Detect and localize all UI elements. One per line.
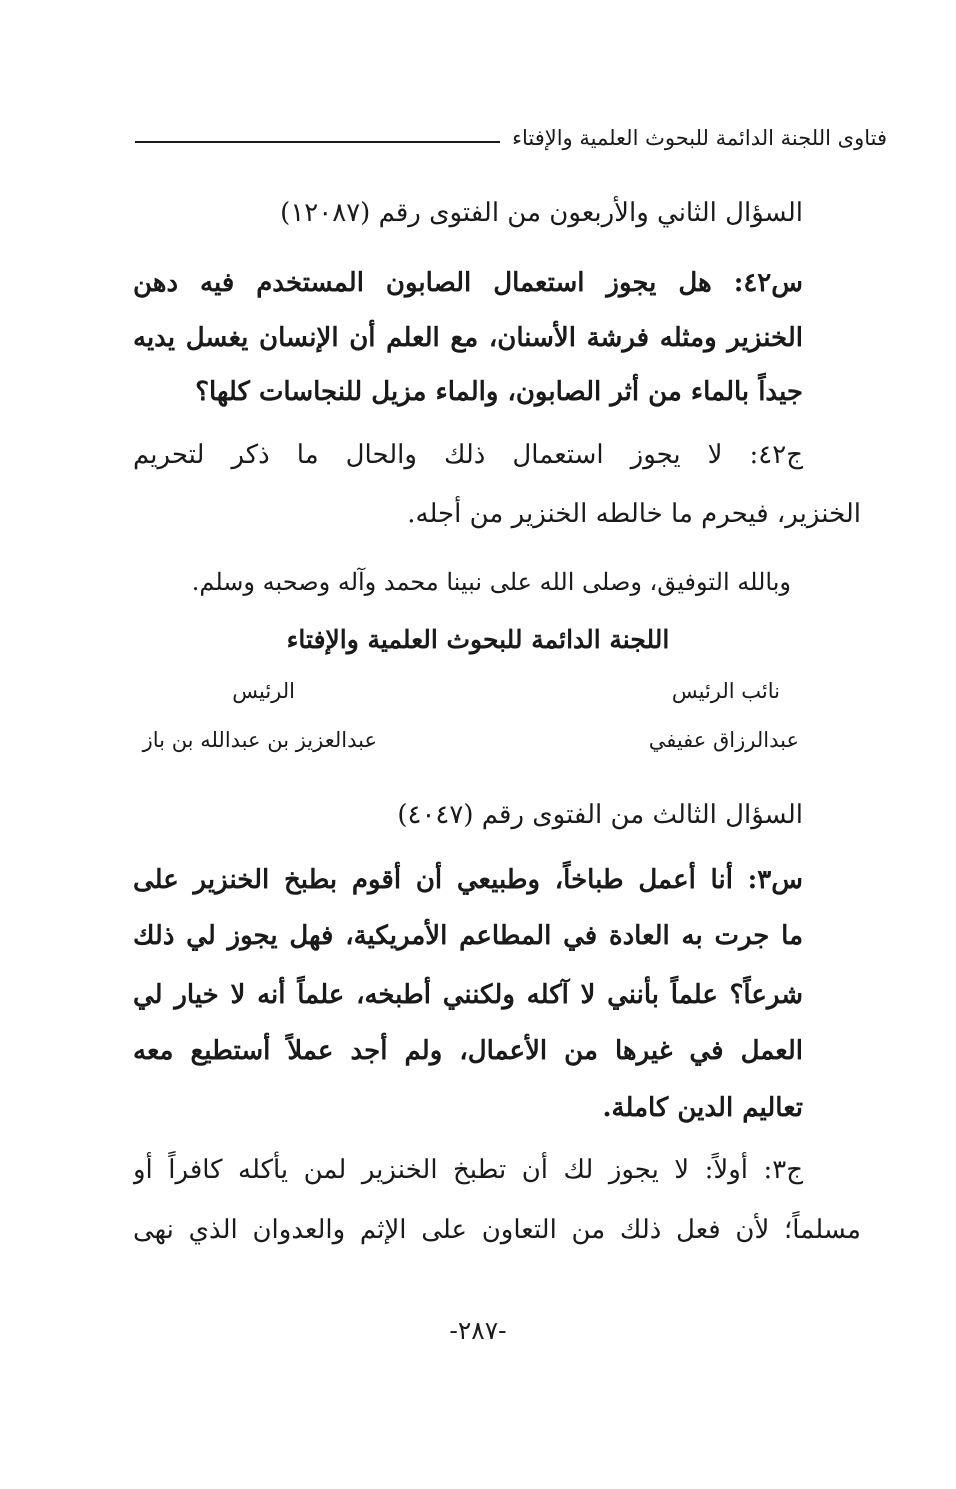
q42-question-line-2: الخنزير ومثله فرشة الأسنان، مع العلم أن الإنسان يغسل يديه	[133, 323, 803, 353]
chair-label: الرئيس	[232, 679, 295, 703]
q3-question-line-4: العمل في غيرها من الأعمال، ولم أجد عملاً أستطيع معه	[133, 1036, 803, 1066]
q3-question-line-3: شرعاً؟ علماً بأنني لا آكله ولكنني أطبخه، علماً أنه لا خيار لي	[133, 980, 803, 1010]
page-number: -٢٨٧-	[449, 1316, 507, 1345]
q3-heading: السؤال الثالث من الفتوى رقم (٤٠٤٧)	[397, 800, 803, 830]
running-header	[135, 118, 887, 158]
q42-question-line-3: جيداً بالماء من أثر الصابون، والماء مزيل للنجاسات كلها؟	[195, 377, 803, 407]
chair-name: عبدالعزيز بن عبدالله بن باز	[142, 728, 377, 752]
q42-heading: السؤال الثاني والأربعون من الفتوى رقم (١٢٠٨٧)	[280, 198, 803, 228]
closing-formula: وبالله التوفيق، وصلى الله على نبينا محمد وآله وصحبه وسلم.	[191, 568, 791, 596]
committee-title: اللجنة الدائمة للبحوث العلمية والإفتاء	[286, 625, 670, 654]
q3-question-line-2: ما جرت به العادة في المطاعم الأمريكية، فهل يجوز لي ذلك	[133, 921, 803, 951]
deputy-chair-name: عبدالرزاق عفيفي	[648, 728, 799, 752]
header-title: فتاوى اللجنة الدائمة للبحوث العلمية والإفتاء	[512, 126, 887, 150]
q3-question-line-1: س٣: أنا أعمل طباخاً، وطبيعي أن أقوم بطبخ الخنزير على	[133, 865, 803, 895]
q3-answer-line-1: ج٣: أولاً: لا يجوز لك أن تطبخ الخنزير لمن يأكله كافراً أو	[133, 1155, 803, 1185]
q42-question-line-1: س٤٢: هل يجوز استعمال الصابون المستخدم فيه دهن	[133, 268, 803, 298]
q42-answer-line-1: ج٤٢: لا يجوز استعمال ذلك والحال ما ذكر لتحريم	[133, 440, 803, 470]
q3-question-line-5: تعاليم الدين كاملة.	[602, 1093, 803, 1123]
q42-answer-line-2: الخنزير، فيحرم ما خالطه الخنزير من أجله.	[407, 499, 861, 529]
q3-answer-line-2: مسلماً؛ لأن فعل ذلك من التعاون على الإثم والعدوان الذي نهى	[133, 1215, 861, 1245]
deputy-chair-label: نائب الرئيس	[671, 679, 780, 703]
header-rule	[135, 141, 500, 143]
